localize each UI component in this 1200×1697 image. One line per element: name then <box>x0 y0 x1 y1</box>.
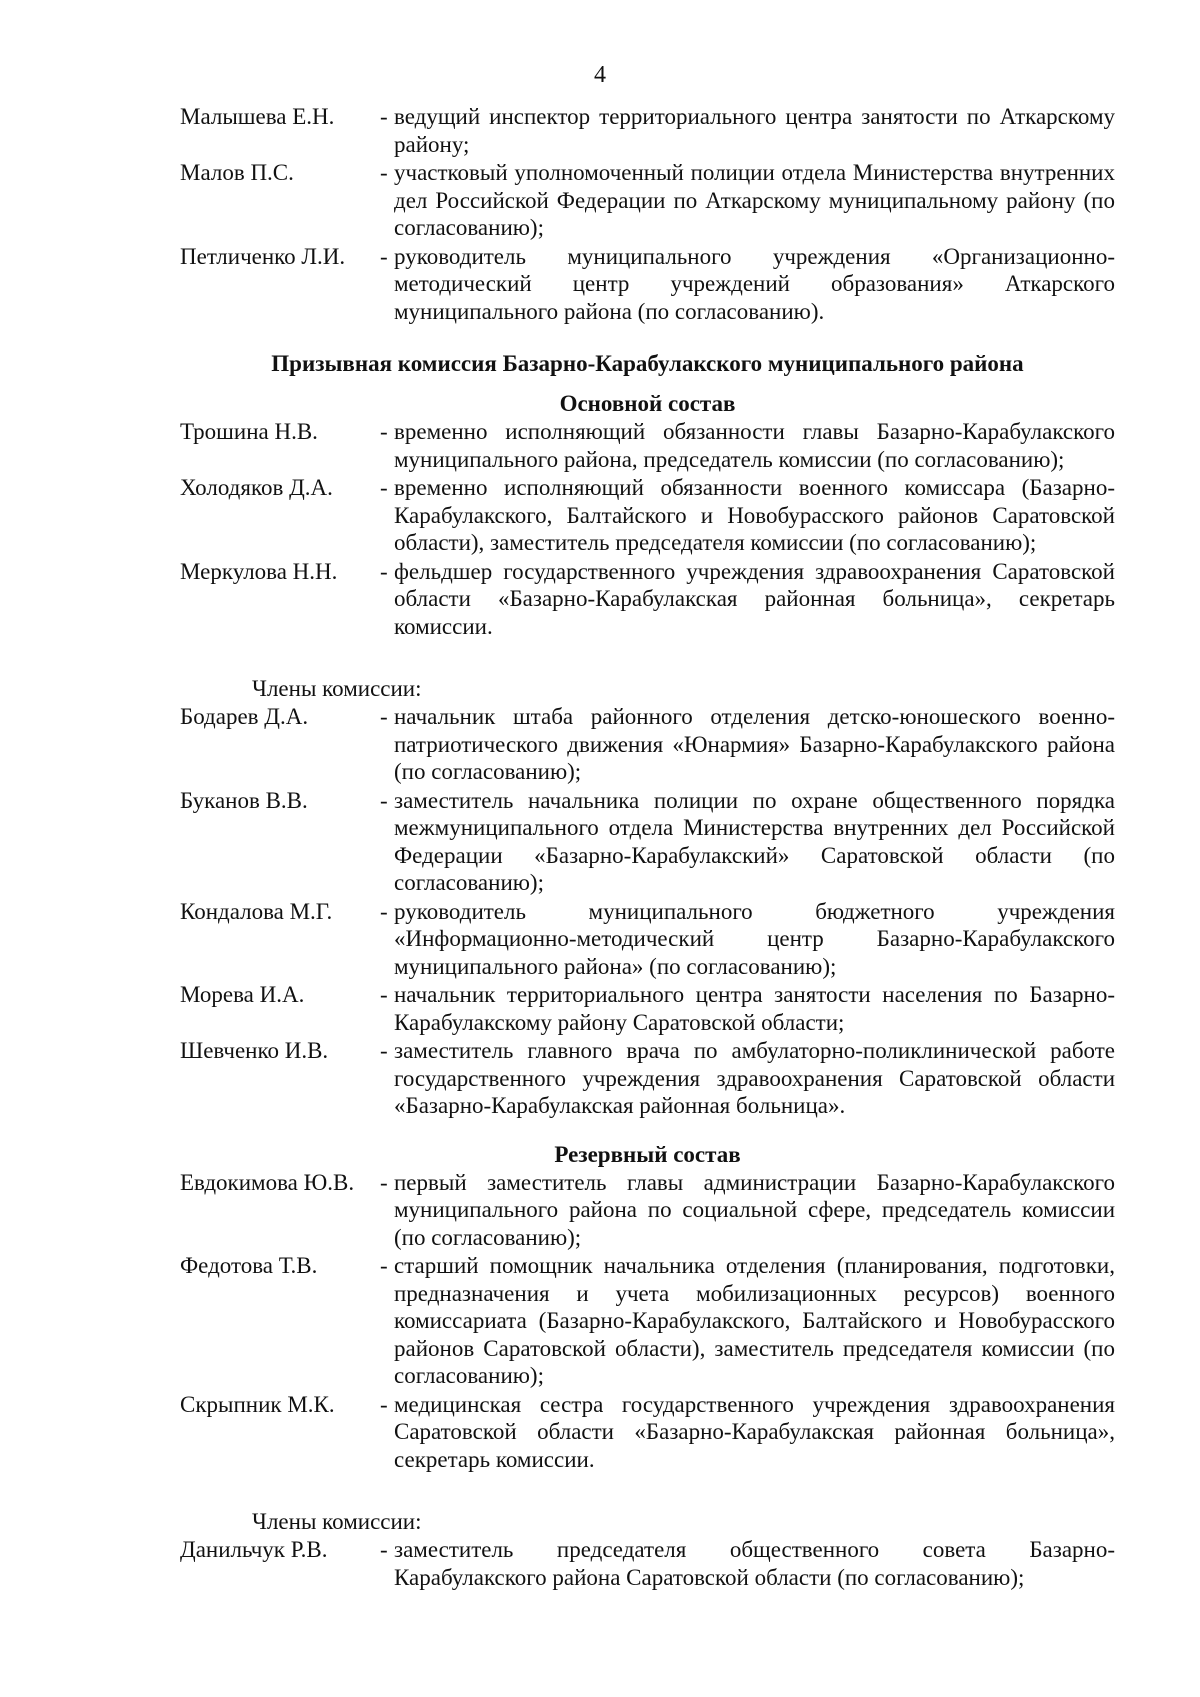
page-number: 4 <box>594 62 606 88</box>
dash-separator: - <box>380 1537 388 1562</box>
member-entry <box>180 981 1115 1036</box>
member-name: Кондалова М.Г. <box>180 898 333 924</box>
member-name: Меркулова Н.Н. <box>180 558 338 584</box>
dash-separator: - <box>380 475 388 500</box>
member-entry <box>180 1391 1115 1474</box>
member-position: фельдшер государственного учреждения здравоохранения Саратовской области «Базарно-Карабулакская районная больница», секретарь комиссии. <box>394 558 1115 639</box>
member-name: Холодяков Д.А. <box>180 475 333 500</box>
member-position: медицинская сестра государственного учреждения здравоохранения Саратовской области «Базарно-Карабулакская районная больница», секретарь комиссии. <box>394 1391 1115 1472</box>
member-position: заместитель председателя общественного совета Базарно-Карабулакского района Саратовской области (по согласованию); <box>394 1537 1115 1590</box>
reserve-leaders <box>180 1169 1115 1474</box>
member-position: старший помощник начальника отделения (планирования, подготовки, предназначения и учета мобилизационных ресурсов) военного комиссариата (Базарно-Карабулакского, Балтайского и Новобурасского районов Саратовской области), заместитель председателя комиссии (по согласованию); <box>394 1253 1115 1388</box>
member-entry <box>180 418 1115 473</box>
member-name: Малышева Е.Н. <box>180 104 335 129</box>
member-position: ведущий инспектор территориального центра занятости по Аткарскому району; <box>394 104 1115 157</box>
member-entry <box>180 243 1115 326</box>
member-position: заместитель главного врача по амбулаторно-поликлинической работе государственного учреждения здравоохранения Саратовской области «Базарно-Карабулакская районная больница». <box>394 1038 1115 1118</box>
member-entry <box>180 159 1115 242</box>
main-composition-heading: Основной состав <box>559 391 736 416</box>
commission-title: Призывная комиссия Базарно-Карабулакского муниципального района <box>271 351 1024 376</box>
member-position: временно исполняющий обязанности главы Базарно-Карабулакского муниципального района, председатель комиссии (по согласованию); <box>394 419 1115 472</box>
member-entry <box>180 474 1115 557</box>
member-name: Скрыпник М.К. <box>180 1391 335 1417</box>
member-entry <box>180 558 1115 641</box>
main-members <box>180 703 1115 1120</box>
member-entry <box>180 103 1115 158</box>
member-entry <box>180 1169 1115 1252</box>
dash-separator: - <box>380 1253 388 1278</box>
dash-separator: - <box>380 787 388 813</box>
dash-separator: - <box>380 160 388 185</box>
member-name: Данильчук Р.В. <box>180 1537 328 1562</box>
member-name: Федотова Т.В. <box>180 1253 318 1278</box>
dash-separator: - <box>380 1391 388 1417</box>
dash-separator: - <box>380 243 388 269</box>
member-entry <box>180 787 1115 897</box>
reserve-composition-heading: Резервный состав <box>554 1141 741 1167</box>
member-name: Бодарев Д.А. <box>180 704 309 729</box>
member-position: начальник штаба районного отделения детско-юношеского военно-патриотического движения «Юнармия» Базарно-Карабулакского района (по согласованию); <box>394 704 1115 784</box>
dash-separator: - <box>380 419 388 444</box>
member-name: Буканов В.В. <box>180 787 308 813</box>
member-position: временно исполняющий обязанности военного комиссара (Базарно-Карабулакского, Балтайского и Новобурасского районов Саратовской области), заместитель председателя комиссии (по согласованию); <box>394 475 1115 555</box>
member-name: Морева И.А. <box>180 982 305 1007</box>
member-entry <box>180 1252 1115 1390</box>
top-entries <box>180 103 1115 325</box>
member-name: Петличенко Л.И. <box>180 243 346 269</box>
member-name: Евдокимова Ю.В. <box>180 1169 355 1195</box>
member-position: начальник территориального центра занятости населения по Базарно-Карабулакскому району Саратовской области; <box>394 982 1115 1035</box>
document-body <box>180 103 1115 1592</box>
member-entry <box>180 1037 1115 1120</box>
member-name: Малов П.С. <box>180 160 294 185</box>
dash-separator: - <box>380 104 388 129</box>
member-name: Шевченко И.В. <box>180 1038 329 1063</box>
main-leaders <box>180 418 1115 640</box>
dash-separator: - <box>380 982 388 1007</box>
reserve-members <box>180 1536 1115 1591</box>
member-name: Трошина Н.В. <box>180 419 318 444</box>
dash-separator: - <box>380 1038 388 1063</box>
dash-separator: - <box>380 704 388 729</box>
member-entry <box>180 703 1115 786</box>
main-members-label: Члены комиссии: <box>252 676 422 701</box>
dash-separator: - <box>380 558 388 584</box>
dash-separator: - <box>380 1169 388 1195</box>
member-entry <box>180 898 1115 981</box>
member-position: первый заместитель главы администрации Базарно-Карабулакского муниципального района по социальной сфере, председатель комиссии (по согласованию); <box>394 1169 1115 1250</box>
member-position: руководитель муниципального учреждения «Организационно-методический центр учреждений образования» Аткарского муниципального района (по согласованию). <box>394 243 1115 324</box>
member-position: участковый уполномоченный полиции отдела Министерства внутренних дел Российской Федерации по Аткарскому муниципальному району (по согласованию); <box>394 160 1115 240</box>
member-entry <box>180 1536 1115 1591</box>
member-position: руководитель муниципального бюджетного учреждения «Информационно-методический центр Базарно-Карабулакского муниципального района» (по согласованию); <box>394 898 1115 979</box>
member-position: заместитель начальника полиции по охране общественного порядка межмуниципального отдела Министерства внутренних дел Российской Федерации «Базарно-Карабулакский» Саратовской области (по согласованию); <box>394 787 1115 895</box>
reserve-members-label: Члены комиссии: <box>252 1509 422 1534</box>
dash-separator: - <box>380 898 388 924</box>
